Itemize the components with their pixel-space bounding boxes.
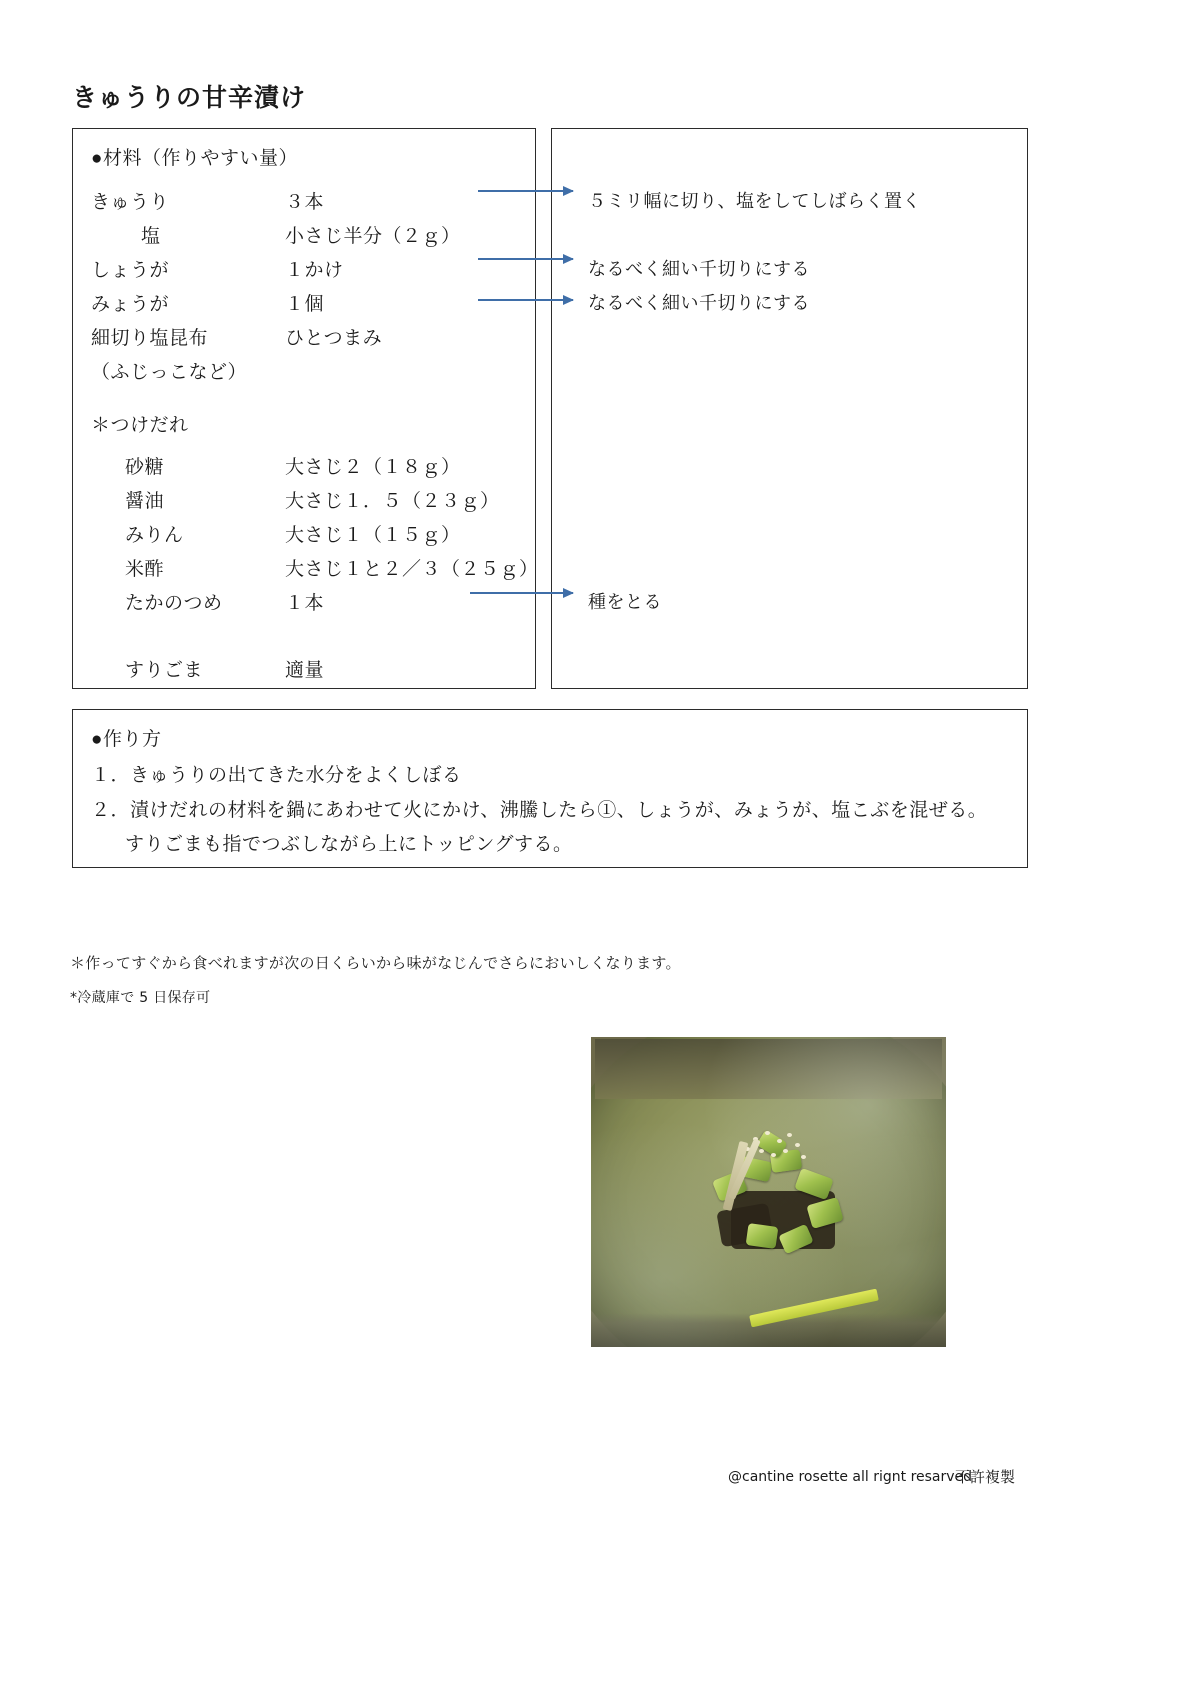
sesame-seed [765, 1131, 770, 1135]
ingredient-name: （ふじっこなど） [91, 362, 248, 383]
ingredients-heading: ●材料（作りやすい量） [91, 148, 298, 169]
sesame-seed [787, 1133, 792, 1137]
tare-row [73, 554, 539, 587]
footer-copyright: @cantine rosette all rignt resarved [728, 1469, 973, 1485]
tare-amount: 大さじ１と２／３（２５ｇ） [285, 559, 539, 580]
tare-name: みりん [125, 525, 184, 546]
arrow-to-cucumber-note [478, 190, 573, 192]
dish-photo [591, 1037, 946, 1347]
method-heading: ●作り方 [91, 729, 162, 750]
arrow-to-myoga-note [478, 299, 573, 301]
tare-row [73, 452, 535, 485]
ingredient-row [73, 289, 535, 322]
ingredients-box [72, 128, 539, 689]
tare-amount: 大さじ２（１８ｇ） [285, 457, 461, 478]
sesame-seed [759, 1149, 764, 1153]
sesame-seed [771, 1153, 776, 1157]
ingredient-amount: ひとつまみ [285, 328, 383, 349]
sesame-seed [801, 1155, 806, 1159]
tare-row [73, 486, 535, 519]
ingredient-amount: ３本 [285, 192, 325, 213]
prep-notes-box [551, 128, 1028, 689]
method-step: １．きゅうりの出てきた水分をよくしぼる [91, 765, 462, 786]
ingredient-row [73, 221, 535, 254]
tare-amount: 大さじ１（１５ｇ） [285, 525, 461, 546]
ingredient-amount: 小さじ半分（２ｇ） [285, 226, 461, 247]
page-title: きゅうりの甘辛漬け [72, 83, 307, 112]
tare-row [73, 520, 535, 553]
prep-note: 種をとる [588, 592, 662, 612]
prep-note: なるべく細い千切りにする [588, 259, 810, 279]
tare-name: 米酢 [125, 559, 165, 580]
ingredient-row [73, 323, 535, 356]
ingredient-row [73, 187, 535, 220]
ingredient-amount: １個 [285, 294, 325, 315]
tare-heading: ＊つけだれ [91, 415, 189, 436]
method-box [72, 709, 1028, 868]
ingredient-amount: １かけ [285, 260, 344, 281]
ingredient-name: みょうが [91, 294, 170, 315]
tare-amount: 大さじ１．５（２３ｇ） [285, 491, 500, 512]
method-step: ２．漬けだれの材料を鍋にあわせて火にかけ、沸騰したら①、しょうが、みょうが、塩こぶを混ぜる。 [91, 800, 988, 821]
extra-name: すりごま [125, 660, 204, 681]
ingredient-name: 細切り塩昆布 [91, 328, 209, 349]
tare-amount: １本 [285, 593, 325, 614]
sesame-seed [777, 1139, 782, 1143]
sesame-seed [795, 1143, 800, 1147]
method-step-continued: すりごまも指でつぶしながら上にトッピングする。 [125, 834, 573, 855]
ingredient-name: 塩 [141, 226, 161, 247]
tare-name: たかのつめ [125, 593, 223, 614]
ingredient-row [73, 357, 535, 390]
ingredient-name: きゅうり [91, 192, 170, 213]
tare-name: 砂糖 [125, 457, 165, 478]
ingredient-row [73, 255, 535, 288]
ingredient-name: しょうが [91, 260, 170, 281]
prep-note: なるべく細い千切りにする [588, 293, 810, 313]
arrow-to-chili-note [470, 592, 573, 594]
footer-no-reprint: 不許複製 [955, 1468, 1016, 1486]
note-storage: *冷蔵庫で 5 日保存可 [70, 990, 211, 1006]
extra-amount: 適量 [285, 660, 325, 681]
cucumber-slice [746, 1223, 779, 1249]
tare-row [73, 588, 535, 621]
note-fresh-taste: ＊作ってすぐから食べれますが次の日くらいから味がなじんでさらにおいしくなります。 [70, 954, 681, 972]
tare-name: 醤油 [125, 491, 165, 512]
extra-row [73, 655, 535, 688]
arrow-to-ginger-note [478, 258, 573, 260]
prep-note: ５ミリ幅に切り、塩をしてしばらく置く [588, 191, 921, 211]
sesame-seed [783, 1149, 788, 1153]
